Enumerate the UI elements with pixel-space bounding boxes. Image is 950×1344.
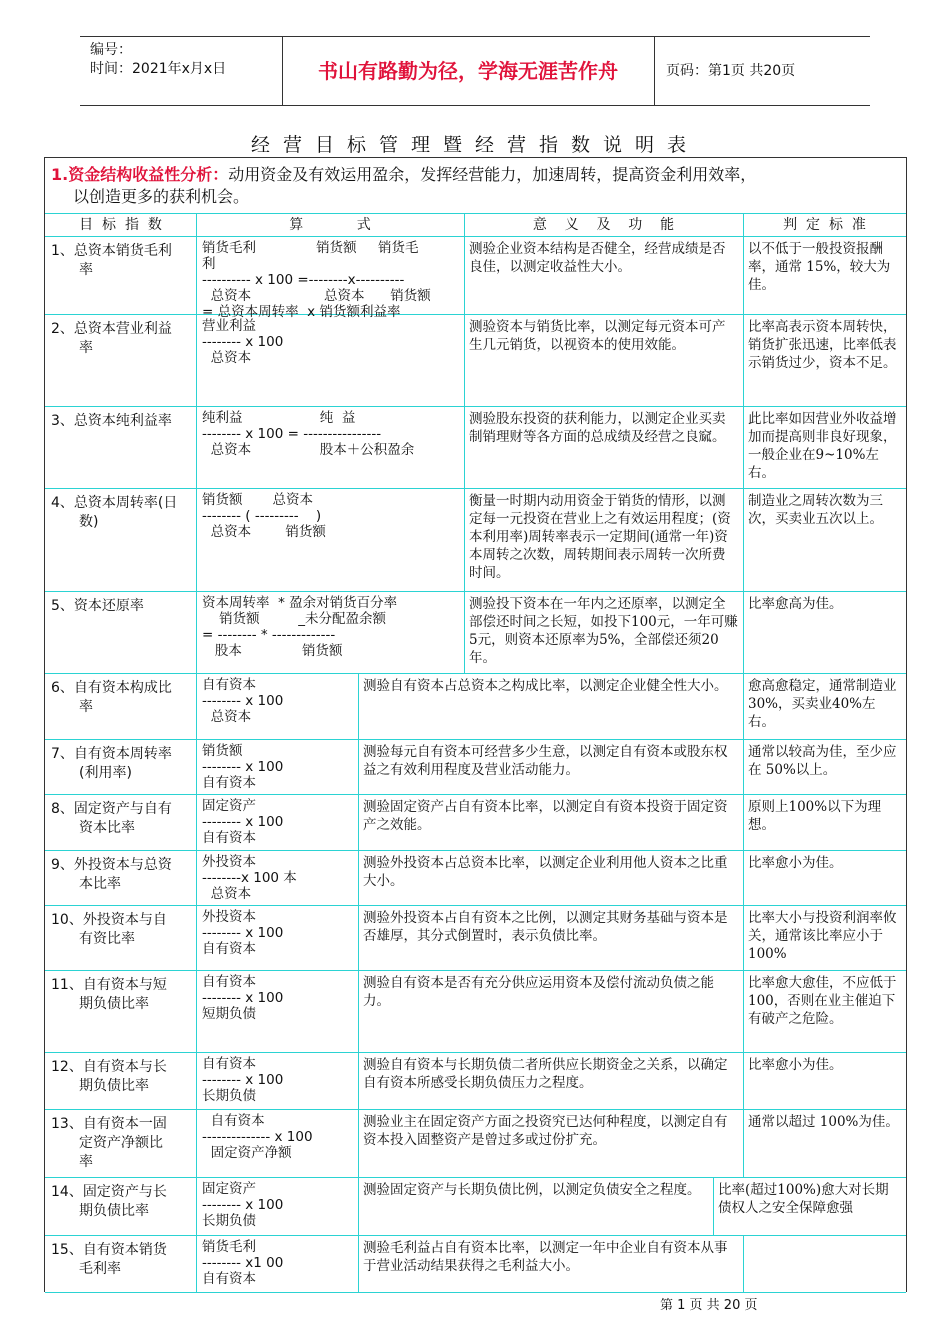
header-motto: 书山有路勤为径，学海无涯苦作舟 (318, 59, 618, 83)
meaning-text: 测验固定资产占自有资本比率，以测定自有资本投资于固定资产之效能。 (363, 799, 728, 833)
grid-line (45, 591, 906, 592)
grid-line (196, 905, 197, 970)
page-header (80, 36, 870, 106)
meaning-text: 测验投下资本在一年内之还原率，以测定全部偿还时间之长短，如投下100元，一年可赚5元，则资本还原率为5%，全部偿还须20年。 (469, 596, 738, 666)
grid-line (196, 1177, 197, 1235)
indicator-table (44, 157, 907, 1292)
grid-line (196, 1052, 197, 1109)
grid-line (196, 970, 197, 1052)
grid-line (45, 488, 906, 489)
meaning-text: 测验毛利益占自有资本比率，以测定一年中企业自有资本从事于营业活动结果获得之毛利益大小。 (363, 1240, 728, 1274)
grid-line (358, 1177, 359, 1235)
meaning-text: 测验自有资本占总资本之构成比率，以测定企业健全性大小。 (363, 678, 728, 694)
grid-line (464, 213, 465, 236)
grid-line (358, 1109, 359, 1177)
grid-line (464, 314, 465, 406)
formula-line: 总资本 销货额 (202, 524, 326, 540)
formula-line: -------- x 100 (202, 925, 284, 941)
grid-line (743, 406, 744, 488)
grid-line (196, 488, 197, 591)
grid-line (358, 673, 359, 739)
grid-line (196, 236, 197, 314)
indicator-name-line: 有资比率 (79, 931, 135, 947)
standard-text: 原则上100%以下为理想。 (748, 799, 882, 833)
indicator-name-line: 资本比率 (79, 820, 135, 836)
header-page-label: 页码：第1页 共20页 (666, 63, 796, 79)
grid-line (743, 213, 744, 236)
formula-line: --------x 100 本 (202, 870, 297, 886)
indicator-name (51, 679, 192, 717)
intro-line-1: 动用资金及有效运用盈余，发挥经营能力，加速周转，提高资金利用效率， (228, 165, 757, 184)
indicator-name-line: 8、固定资产与自有 (51, 801, 172, 817)
formula-line: 自有资本 (202, 775, 256, 791)
formula-line: 固定资产 (202, 798, 256, 814)
indicator-name-line: 率 (79, 699, 93, 715)
indicator-name-line: 期负债比率 (79, 996, 149, 1012)
indicator-name-line: 毛利率 (79, 1261, 121, 1277)
grid-line (464, 406, 465, 488)
formula-line: 自有资本 (202, 677, 256, 693)
page-footer: 第 1 页 共 20 页 (660, 1298, 758, 1313)
indicator-name (51, 800, 192, 838)
indicator-name (51, 745, 192, 783)
section-heading: 1.资金结构收益性分析： (51, 165, 229, 184)
indicator-name (51, 856, 192, 894)
indicator-name (51, 976, 192, 1014)
formula-line: 纯利益 纯 益 (202, 410, 356, 426)
indicator-name-line: 数) (79, 514, 99, 530)
standard-text: 通常以超过 100%为佳。 (748, 1114, 899, 1130)
formula-line: -------- x 100 (202, 1072, 284, 1088)
meaning-text: 测验企业资本结构是否健全，经营成绩是否良佳，以测定收益性大小。 (469, 241, 726, 275)
grid-line (743, 739, 744, 794)
indicator-name-line: 11、自有资本与短 (51, 977, 167, 993)
formula-line: 销货额 (202, 743, 243, 759)
formula-line: 总资本 (202, 709, 252, 725)
header-meta (90, 41, 226, 79)
standard-text: 制造业之周转次数为三次，买卖业五次以上。 (748, 493, 883, 527)
section-intro (51, 164, 897, 208)
indicator-name-line: 4、总资本周转率(日 (51, 495, 178, 511)
formula-line: 外投资本 (202, 909, 256, 925)
formula-line: -------- x 100 (202, 814, 284, 830)
grid-line (743, 1235, 744, 1292)
standard-text: 通常以较高为佳，至少应在 50%以上。 (748, 744, 897, 778)
formula-line: -------- x 100 (202, 990, 284, 1006)
grid-line (45, 1292, 906, 1293)
indicator-name-line: 6、自有资本构成比 (51, 680, 172, 696)
indicator-name (51, 412, 192, 431)
grid-line (196, 314, 197, 406)
meaning-text: 测验业主在固定资产方面之投资究已达何种程度，以测定自有资本投入固整资产是曾过多或过份扩充。 (363, 1114, 728, 1148)
meaning-text: 衡量一时期内动用资金于销货的情形，以测定每一元投资在营业上之有效运用程度；(资本利用率)周转率表示一定期间(通常一年)资本周转之次数，周转期间表示周转一次所费时间。 (469, 493, 731, 581)
indicator-name-line: 13、自有资本一固 (51, 1116, 167, 1132)
formula-line: 销货毛利 销货额 销货毛 (202, 240, 419, 256)
formula-line: 总资本 股本＋公积盈余 (202, 442, 415, 458)
grid-line (45, 905, 906, 906)
formula-line: 固定资产 (202, 1181, 256, 1197)
grid-line (743, 236, 744, 314)
indicator-name-line: 期负债比率 (79, 1078, 149, 1094)
formula-line: ---------- x 100 =--------x---------- (202, 272, 405, 288)
indicator-name-line: 10、外投资本与自 (51, 912, 167, 928)
grid-line (45, 1235, 906, 1236)
standard-text: 比率大小与投资利润率攸关，通常该比率应小于100% (748, 910, 897, 962)
document-title: 经营目标管理暨经营指数说明表 (250, 134, 699, 156)
indicator-name-line: 15、自有资本销货 (51, 1242, 167, 1258)
formula-line: 自有资本 (202, 1056, 256, 1072)
date-label: 时间：2021年x月x日 (90, 61, 227, 77)
grid-line (743, 905, 744, 970)
formula-line: 自有资本 (202, 941, 256, 957)
grid-line (358, 1235, 359, 1292)
formula-line: 长期负债 (202, 1213, 256, 1229)
formula-line: 外投资本 (202, 854, 256, 870)
grid-line (45, 850, 906, 851)
indicator-name-line: 1、总资本销货毛利 (51, 243, 172, 259)
formula-line: 总资本 (202, 350, 252, 366)
grid-line (45, 314, 906, 315)
formula-line: -------------- x 100 (202, 1129, 313, 1145)
meaning-text: 测验股东投资的获利能力，以测定企业买卖制销理财等各方面的总成绩及经营之良窳。 (469, 411, 726, 445)
intro-line-2: 以创造更多的获利机会。 (73, 187, 250, 206)
formula-line: 销货毛利 (202, 1239, 256, 1255)
indicator-name-line: 3、总资本纯利益率 (51, 413, 172, 429)
meaning-text: 测验资本与销货比率，以测定每元资本可产生几元销货，以视资本的使用效能。 (469, 319, 726, 353)
indicator-name-line: 14、固定资产与长 (51, 1184, 167, 1200)
meaning-text: 测验自有资本与长期负债二者所供应长期资金之关系，以确定自有资本所感受长期负债压力之程度。 (363, 1057, 728, 1091)
indicator-name-line: 5、资本还原率 (51, 598, 144, 614)
grid-line (45, 739, 906, 740)
grid-line (196, 739, 197, 794)
column-header: 算 式 (289, 217, 371, 233)
indicator-name (51, 320, 192, 358)
grid-line (45, 1109, 906, 1110)
column-header: 目 标 指 数 (79, 217, 162, 233)
grid-line (713, 1177, 714, 1235)
formula-line: = -------- * ------------- (202, 627, 336, 643)
grid-line (45, 794, 906, 795)
indicator-name (51, 242, 192, 280)
formula-line: 利 (202, 256, 216, 272)
standard-text: 此比率如因营业外收益增加而提高则非良好现象，一般企业在9~10%左右。 (748, 411, 897, 481)
indicator-name-line: 12、自有资本与长 (51, 1059, 167, 1075)
meaning-text: 测验外投资本占自有资本之比例，以测定其财务基础与资本是否雄厚，其分式倒置时，表示负债比率。 (363, 910, 728, 944)
standard-text: 比率愈小为佳。 (748, 855, 843, 871)
formula-line: 股本 销货额 (202, 643, 343, 659)
standard-text: 比率愈大愈佳，不应低于100，否则在业主催迫下有破产之危险。 (748, 975, 897, 1027)
formula-line: -------- ( --------- ) (202, 508, 322, 524)
indicator-name-line: 率 (79, 1154, 93, 1170)
formula-line: 自有资本 (202, 974, 256, 990)
indicator-name-line: 2、总资本营业利益 (51, 321, 172, 337)
meaning-text: 测验自有资本是否有充分供应运用资本及偿付流动负债之能力。 (363, 975, 714, 1009)
indicator-name (51, 494, 192, 532)
formula-line: -------- x 100 = ---------------- (202, 426, 382, 442)
grid-line (196, 1235, 197, 1292)
formula-line: = 总资本周转率 x 销货额利益率 (202, 304, 401, 320)
formula-line: 自有资本 (202, 830, 256, 846)
indicator-name (51, 1183, 192, 1221)
formula-line: -------- x 100 (202, 334, 284, 350)
grid-line (743, 794, 744, 850)
indicator-name-line: 率 (79, 262, 93, 278)
grid-line (45, 673, 906, 674)
indicator-name-line: (利用率) (79, 765, 132, 781)
formula-line: 资本周转率 * 盈余对销货百分率 (202, 595, 398, 611)
formula-line: 短期负债 (202, 1006, 256, 1022)
grid-line (358, 739, 359, 794)
grid-line (464, 591, 465, 673)
formula-line: -------- x 100 (202, 693, 284, 709)
indicator-name-line: 率 (79, 340, 93, 356)
grid-line (196, 591, 197, 673)
indicator-name-line: 本比率 (79, 876, 121, 892)
standard-text: 愈高愈稳定，通常制造业30%，买卖业40%左右。 (748, 678, 897, 730)
formula-line: 自有资本 (202, 1113, 265, 1129)
standard-text: 比率(超过100%)愈大对长期债权人之安全保障愈强 (718, 1182, 889, 1216)
formula-line: -------- x 100 (202, 759, 284, 775)
grid-line (196, 850, 197, 905)
grid-line (45, 970, 906, 971)
grid-line (743, 850, 744, 905)
grid-line (358, 1052, 359, 1109)
grid-line (45, 1177, 906, 1178)
formula-line: 销货额 _未分配盈余额 (202, 611, 387, 627)
grid-line (743, 970, 744, 1052)
formula-line: 总资本 (202, 886, 252, 902)
grid-line (196, 794, 197, 850)
standard-text: 以不低于一般投资报酬率，通常 15%，较大为佳。 (748, 241, 891, 293)
divider (654, 37, 655, 105)
grid-line (743, 314, 744, 406)
grid-line (464, 236, 465, 314)
grid-line (196, 673, 197, 739)
grid-line (358, 970, 359, 1052)
formula-line: -------- x 100 (202, 1197, 284, 1213)
number-label: 编号： (90, 42, 132, 58)
formula-line: 营业利益 (202, 318, 256, 334)
column-header: 判 定 标 准 (783, 217, 866, 233)
formula-line: 总资本 总资本 销货额 (202, 288, 431, 304)
indicator-name (51, 597, 192, 616)
indicator-name-line: 定资产净额比 (79, 1135, 163, 1151)
indicator-name-line: 9、外投资本与总资 (51, 857, 172, 873)
grid-line (358, 794, 359, 850)
grid-line (743, 1109, 744, 1177)
meaning-text: 测验固定资产与长期负债比例，以测定负债安全之程度。 (363, 1182, 701, 1198)
grid-line (358, 905, 359, 970)
standard-text: 比率高表示资本周转快，销货扩张迅速，比率低表示销货过少，资本不足。 (748, 319, 897, 371)
standard-text: 比率愈小为佳。 (748, 1057, 843, 1073)
grid-line (45, 1052, 906, 1053)
grid-line (196, 1109, 197, 1177)
meaning-text: 测验外投资本占总资本比率，以测定企业利用他人资本之比重大小。 (363, 855, 728, 889)
formula-line: 固定资产净额 (202, 1145, 292, 1161)
formula-line: 长期负债 (202, 1088, 256, 1104)
indicator-name (51, 1058, 192, 1096)
formula-line: 自有资本 (202, 1271, 256, 1287)
grid-line (743, 488, 744, 591)
grid-line (743, 673, 744, 739)
standard-text: 比率愈高为佳。 (748, 596, 843, 612)
grid-line (196, 406, 197, 488)
grid-line (464, 488, 465, 591)
indicator-name (51, 911, 192, 949)
indicator-name (51, 1241, 192, 1279)
grid-line (358, 850, 359, 905)
formula-line: -------- x1 00 (202, 1255, 284, 1271)
meaning-text: 测验每元自有资本可经营多少生意，以测定自有资本或股东权益之有效利用程度及营业活动能力。 (363, 744, 728, 778)
grid-line (45, 406, 906, 407)
indicator-name (51, 1115, 192, 1172)
grid-line (45, 236, 906, 237)
indicator-name-line: 7、自有资本周转率 (51, 746, 172, 762)
grid-line (743, 591, 744, 673)
column-header: 意 义 及 功 能 (532, 217, 675, 233)
formula-line: 销货额 总资本 (202, 492, 314, 508)
grid-line (743, 1052, 744, 1109)
indicator-name-line: 期负债比率 (79, 1203, 149, 1219)
grid-line (196, 213, 197, 236)
